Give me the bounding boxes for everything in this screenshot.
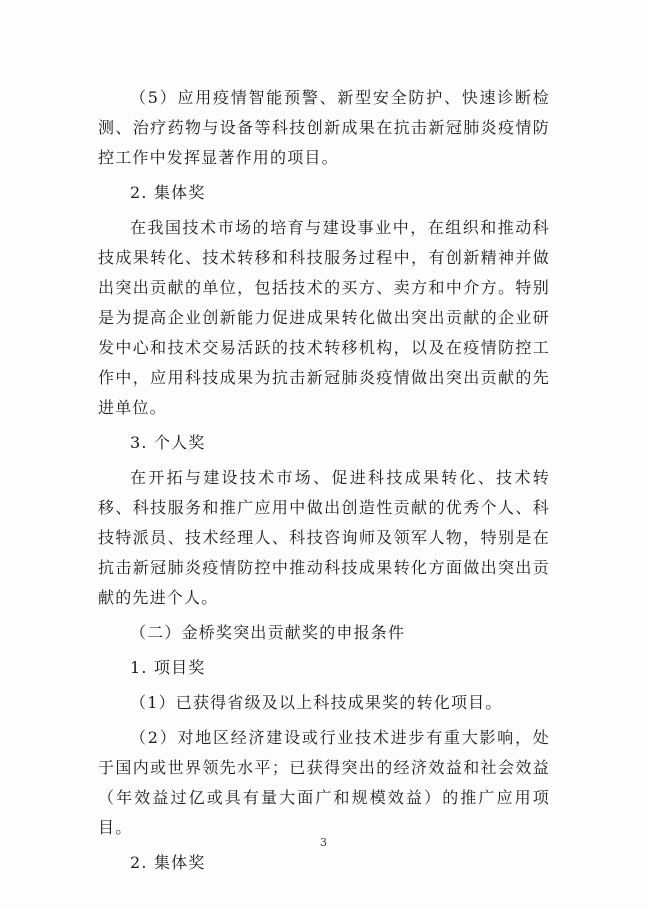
paragraph-condition-2: （2）对地区经济建设或行业技术进步有重大影响，处于国内或世界领先水平；已获得突出的经济效益和社会效益（年效益过亿或具有量大面广和规模效益）的推广应用项目。 (98, 728, 550, 837)
heading-collective-award-2: 2. 集体奖 (130, 853, 206, 872)
heading-collective-award: 2. 集体奖 (130, 183, 206, 202)
heading-project-award: 1. 项目奖 (130, 658, 206, 677)
paragraph-collective-award: 在我国技术市场的培育与建设事业中，在组织和推动科技成果转化、技术转移和科技服务过程中，有创新精神并做出突出贡献的单位，包括技术的买方、卖方和中介方。特别是为提高企业创新能力促进成果转化做出突出贡献的企业研发中心和技术交易活跃的技术转移机构，以及在疫情防控工作中，应用科技成果为抗击新冠肺炎疫情做出突出贡献的先进单位。 (98, 218, 550, 417)
paragraph-item-5: （5）应用疫情智能预警、新型安全防护、快速诊断检测、治疗药物与设备等科技创新成果在抗击新冠肺炎疫情防控工作中发挥显著作用的项目。 (98, 88, 550, 167)
document-body (98, 83, 550, 878)
heading-individual-award: 3. 个人奖 (130, 433, 206, 452)
heading-section-two: （二）金桥奖突出贡献奖的申报条件 (130, 623, 406, 642)
paragraph-condition-1: （1）已获得省级及以上科技成果奖的转化项目。 (130, 693, 503, 712)
paragraph-individual-award: 在开拓与建设技术市场、促进科技成果转化、技术转移、科技服务和推广应用中做出创造性贡献的优秀个人、科技特派员、技术经理人、科技咨询师及领军人物，特别是在抗击新冠肺炎疫情防控中推动科技成果转化方面做出突出贡献的先进个人。 (98, 468, 550, 607)
page-number: 3 (320, 836, 327, 849)
